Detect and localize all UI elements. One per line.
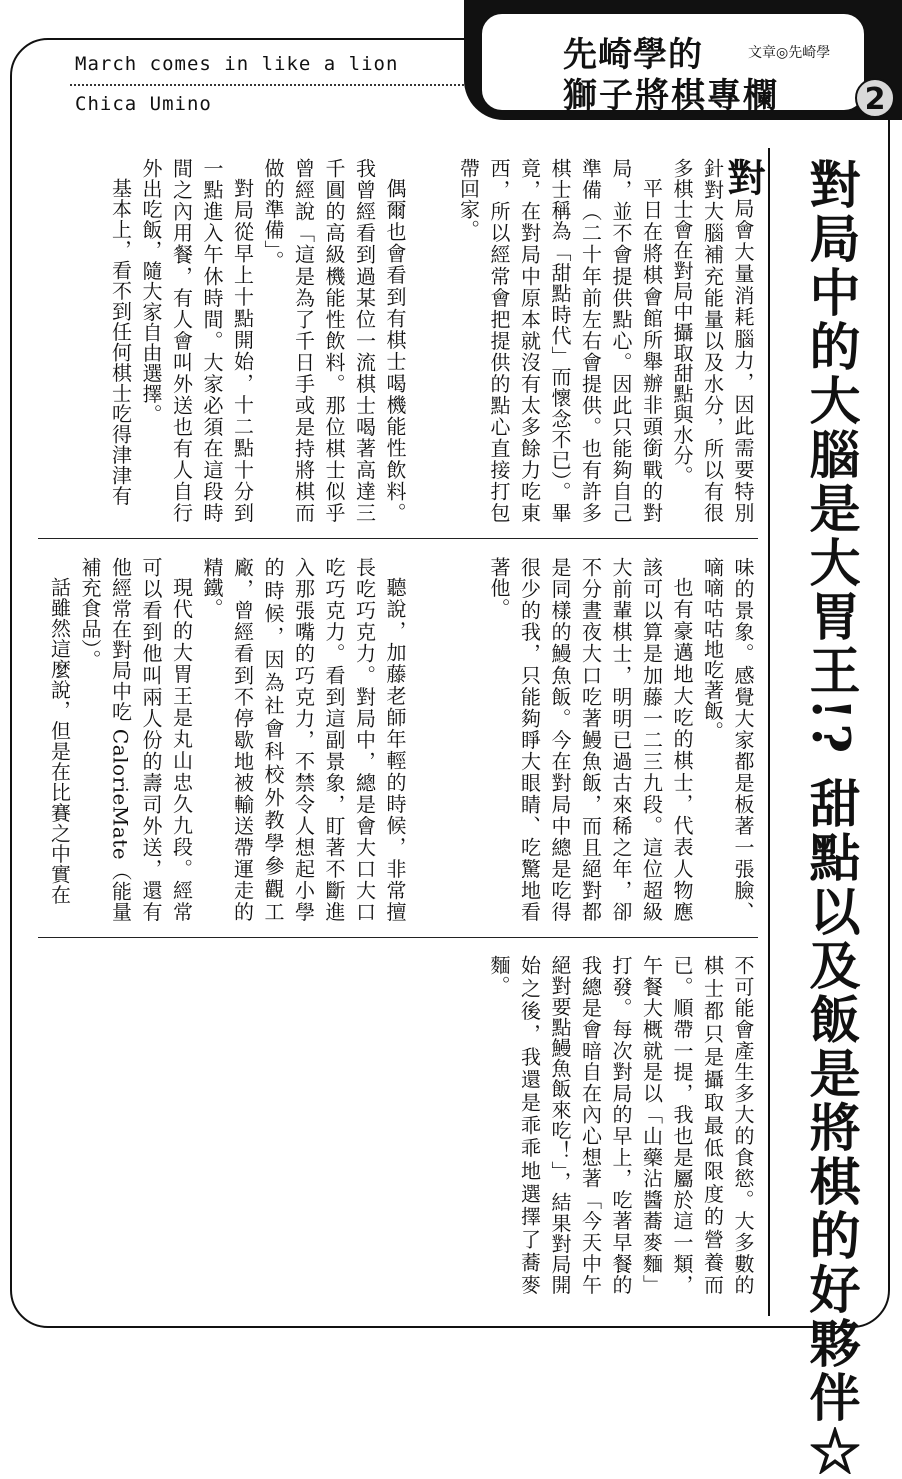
tier-divider-1 [38, 538, 758, 539]
paragraph-6: 味的景象。感覺大家都是板著一張臉、嘀嘀咕咕地吃著飯。 [700, 557, 755, 922]
paragraph-11: 不可能會產生多大的食慾。大多數的棋士都只是攝取最低限度的營養而已。順帶一提，我也是屬於這一類，午餐大概就是以「山藥沾醬蕎麥麵」打發。每次對局的早上，吃著早餐的我總是會暗自在內心想著「今天中午絕對要點鰻魚飯來吃！」，結果對局開始之後，我還是乖乖地選擇了蕎麥麵。 [487, 955, 755, 1295]
drop-cap: 對 [721, 158, 766, 198]
text-block-3 [420, 557, 758, 922]
column-title-line-1: 先崎學的 [563, 35, 703, 75]
text-block-5 [487, 955, 758, 1295]
tier-divider-2 [38, 937, 758, 938]
paragraph-8: 聽說，加藤老師年輕的時候，非常擅長吃巧克力。對局中，總是會大口大口吃巧克力。看到這副景象，盯著不斷進入那張嘴的巧克力，不禁令人想起小學的時候，因為社會科校外教學參觀工廠，曾經看到不停歇地被輸送帶運走的精鐵。 [200, 557, 407, 922]
text-block-2 [50, 158, 410, 523]
paragraph-1: 對局會大量消耗腦力，因此需要特別針對大腦補充能量以及水分，所以有很多棋士會在對局中攝取甜點與水分。 [670, 158, 766, 524]
text-block-1 [420, 158, 766, 524]
author-name-en: Chica Umino [75, 93, 212, 115]
paragraph-9: 現代的大胃王是丸山忠久九段。經常可以看到他叫兩人份的壽司外送，還有他經常在對局中吃 CalorieMate（能量補充食品）。 [78, 557, 194, 922]
paragraph-5: 基本上，看不到任何棋士吃得津津有 [108, 178, 133, 506]
paragraph-10: 話雖然這麼說，但是在比賽之中實在 [47, 577, 72, 905]
headline-divider [768, 148, 770, 1316]
paragraph-7: 也有豪邁地大吃的棋士，代表人物應該可以算是加藤一二三九段。這位超級大前輩棋士，明明已過古來稀之年，卻不分晝夜大口吃著鰻魚飯，而且絕對都是同樣的鰻魚飯。今在對局中總是吃得很少的我，只能夠睜大眼睛、吃驚地看著他。 [487, 557, 694, 922]
series-title-en: March comes in like a lion [75, 53, 399, 75]
text-block-4 [47, 557, 410, 922]
issue-number-badge: 2 [855, 78, 895, 118]
article-headline: 對局中的大腦是大胃王!? 甜點以及飯是將棋的好夥伴☆ [800, 158, 860, 1479]
paragraph-3: 偶爾也會看到有棋士喝機能性飲料。我曾經看到過某位一流棋士喝著高達三千圓的高級機能性飲料。那位棋士似乎曾經說「這是為了千日手或是持將棋而做的準備」。 [261, 158, 407, 523]
paragraph-4: 對局從早上十點開始，十二點十分到一點進入午休時間。大家必須在這段時間之內用餐，有人會叫外送也有人自行外出吃飯，隨大家自由選擇。 [139, 158, 255, 523]
paragraph-2: 平日在將棋會館所舉辦非頭銜戰的對局，並不會提供點心。因此只能夠自己準備（二十年前左右會提供。也有許多棋士稱為「甜點時代」而懷念不已）。畢竟，在對局中原本就沒有太多餘力吃東西，所以經常會把提供的點心直接打包帶回家。 [456, 158, 664, 523]
byline: 文章◎先崎學 [748, 45, 831, 61]
column-title-line-2: 獅子將棋專欄 [563, 76, 779, 116]
